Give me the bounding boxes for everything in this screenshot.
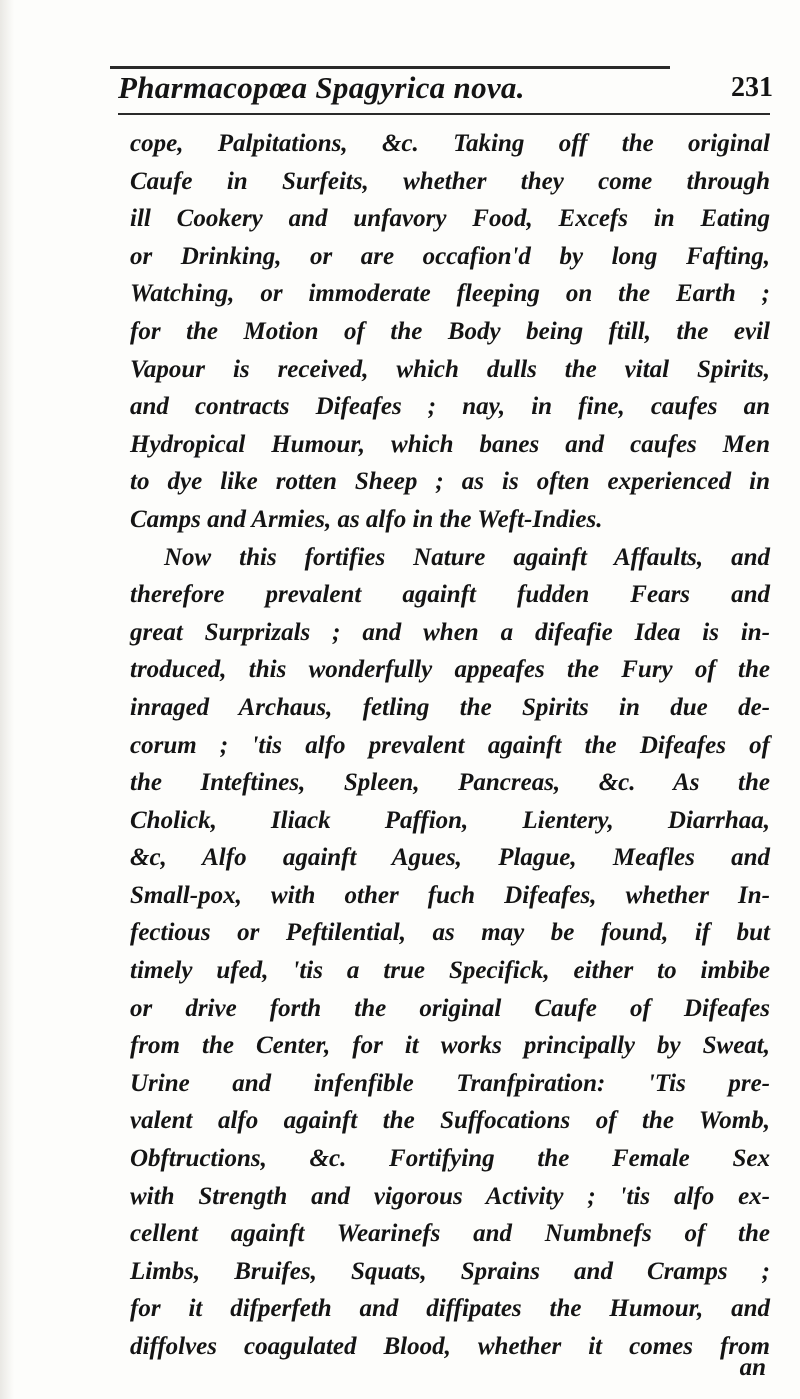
- text-line: Urine and infenfible Tranfpiration: 'Tis pre-: [130, 1069, 770, 1097]
- text-line: cope, Palpitations, &c. Taking off the original: [130, 130, 770, 157]
- text-line: Camps and Armies, as alfo in the Weft-Indies.: [130, 505, 603, 533]
- text-line: Hydropical Humour, which banes and caufes Men: [130, 430, 770, 458]
- text-line: ill Cookery and unfavory Food, Excefs in Eating: [130, 205, 770, 233]
- text-line: fectious or Peftilential, as may be found, if but: [130, 919, 770, 947]
- text-line: therefore prevalent againft fudden Fears and: [130, 581, 770, 609]
- body-text: [130, 125, 770, 1366]
- text-line: Vapour is received, which dulls the vital Spirits,: [130, 355, 770, 383]
- text-line: the Inteftines, Spleen, Pancreas, &c. As the: [130, 769, 770, 797]
- text-line: valent alfo againft the Suffocations of the Womb,: [130, 1107, 770, 1135]
- page-gutter-shadow: [0, 0, 14, 1399]
- text-line: and contracts Difeafes ; nay, in fine, caufes an: [130, 393, 770, 421]
- text-line: timely ufed, 'tis a true Specifick, either to imbibe: [130, 957, 770, 985]
- text-line: for it difperfeth and diffipates the Humour, and: [130, 1295, 770, 1323]
- text-line: Watching, or immoderate fleeping on the Earth ;: [130, 280, 770, 308]
- text-line: diffolves coagulated Blood, whether it comes from: [130, 1333, 770, 1360]
- text-line: with Strength and vigorous Activity ; 'tis alfo ex-: [130, 1182, 770, 1210]
- text-line: &c, Alfo againft Agues, Plague, Meafles and: [130, 844, 770, 872]
- header-rule: [118, 113, 770, 115]
- text-line: for the Motion of the Body being ftill, the evil: [130, 317, 770, 345]
- page-number: 231: [731, 72, 773, 103]
- catchword: an: [739, 1354, 766, 1381]
- top-border-rule: [110, 66, 670, 69]
- text-line: Cholick, Iliack Paffion, Lientery, Diarrhaa,: [130, 806, 770, 834]
- text-line: corum ; 'tis alfo prevalent againft the Difeafes of: [130, 731, 770, 759]
- text-line: Obftructions, &c. Fortifying the Female Sex: [130, 1145, 770, 1173]
- page-header: [118, 70, 773, 110]
- text-line: troduced, this wonderfully appeafes the Fury of the: [130, 656, 770, 684]
- text-line: great Surprizals ; and when a difeafie Idea is in-: [130, 618, 770, 646]
- text-line: to dye like rotten Sheep ; as is often experienced in: [130, 468, 770, 496]
- text-line: Caufe in Surfeits, whether they come through: [130, 167, 770, 195]
- text-line: or drive forth the original Caufe of Difeafes: [130, 994, 770, 1022]
- text-line: from the Center, for it works principally by Sweat,: [130, 1032, 770, 1060]
- text-line: cellent againft Wearinefs and Numbnefs of the: [130, 1220, 770, 1248]
- text-line: or Drinking, or are occafion'd by long Fafting,: [130, 242, 770, 270]
- text-line: Limbs, Bruifes, Squats, Sprains and Cramps ;: [130, 1257, 770, 1285]
- running-title: Pharmacopœa Spagyrica nova.: [118, 70, 525, 105]
- text-line: Small-pox, with other fuch Difeafes, whether In-: [130, 881, 770, 909]
- paragraph-start-line: Now this fortifies Nature againft Affaults, and: [164, 543, 770, 571]
- text-line: inraged Archaus, fetling the Spirits in due de-: [130, 693, 770, 721]
